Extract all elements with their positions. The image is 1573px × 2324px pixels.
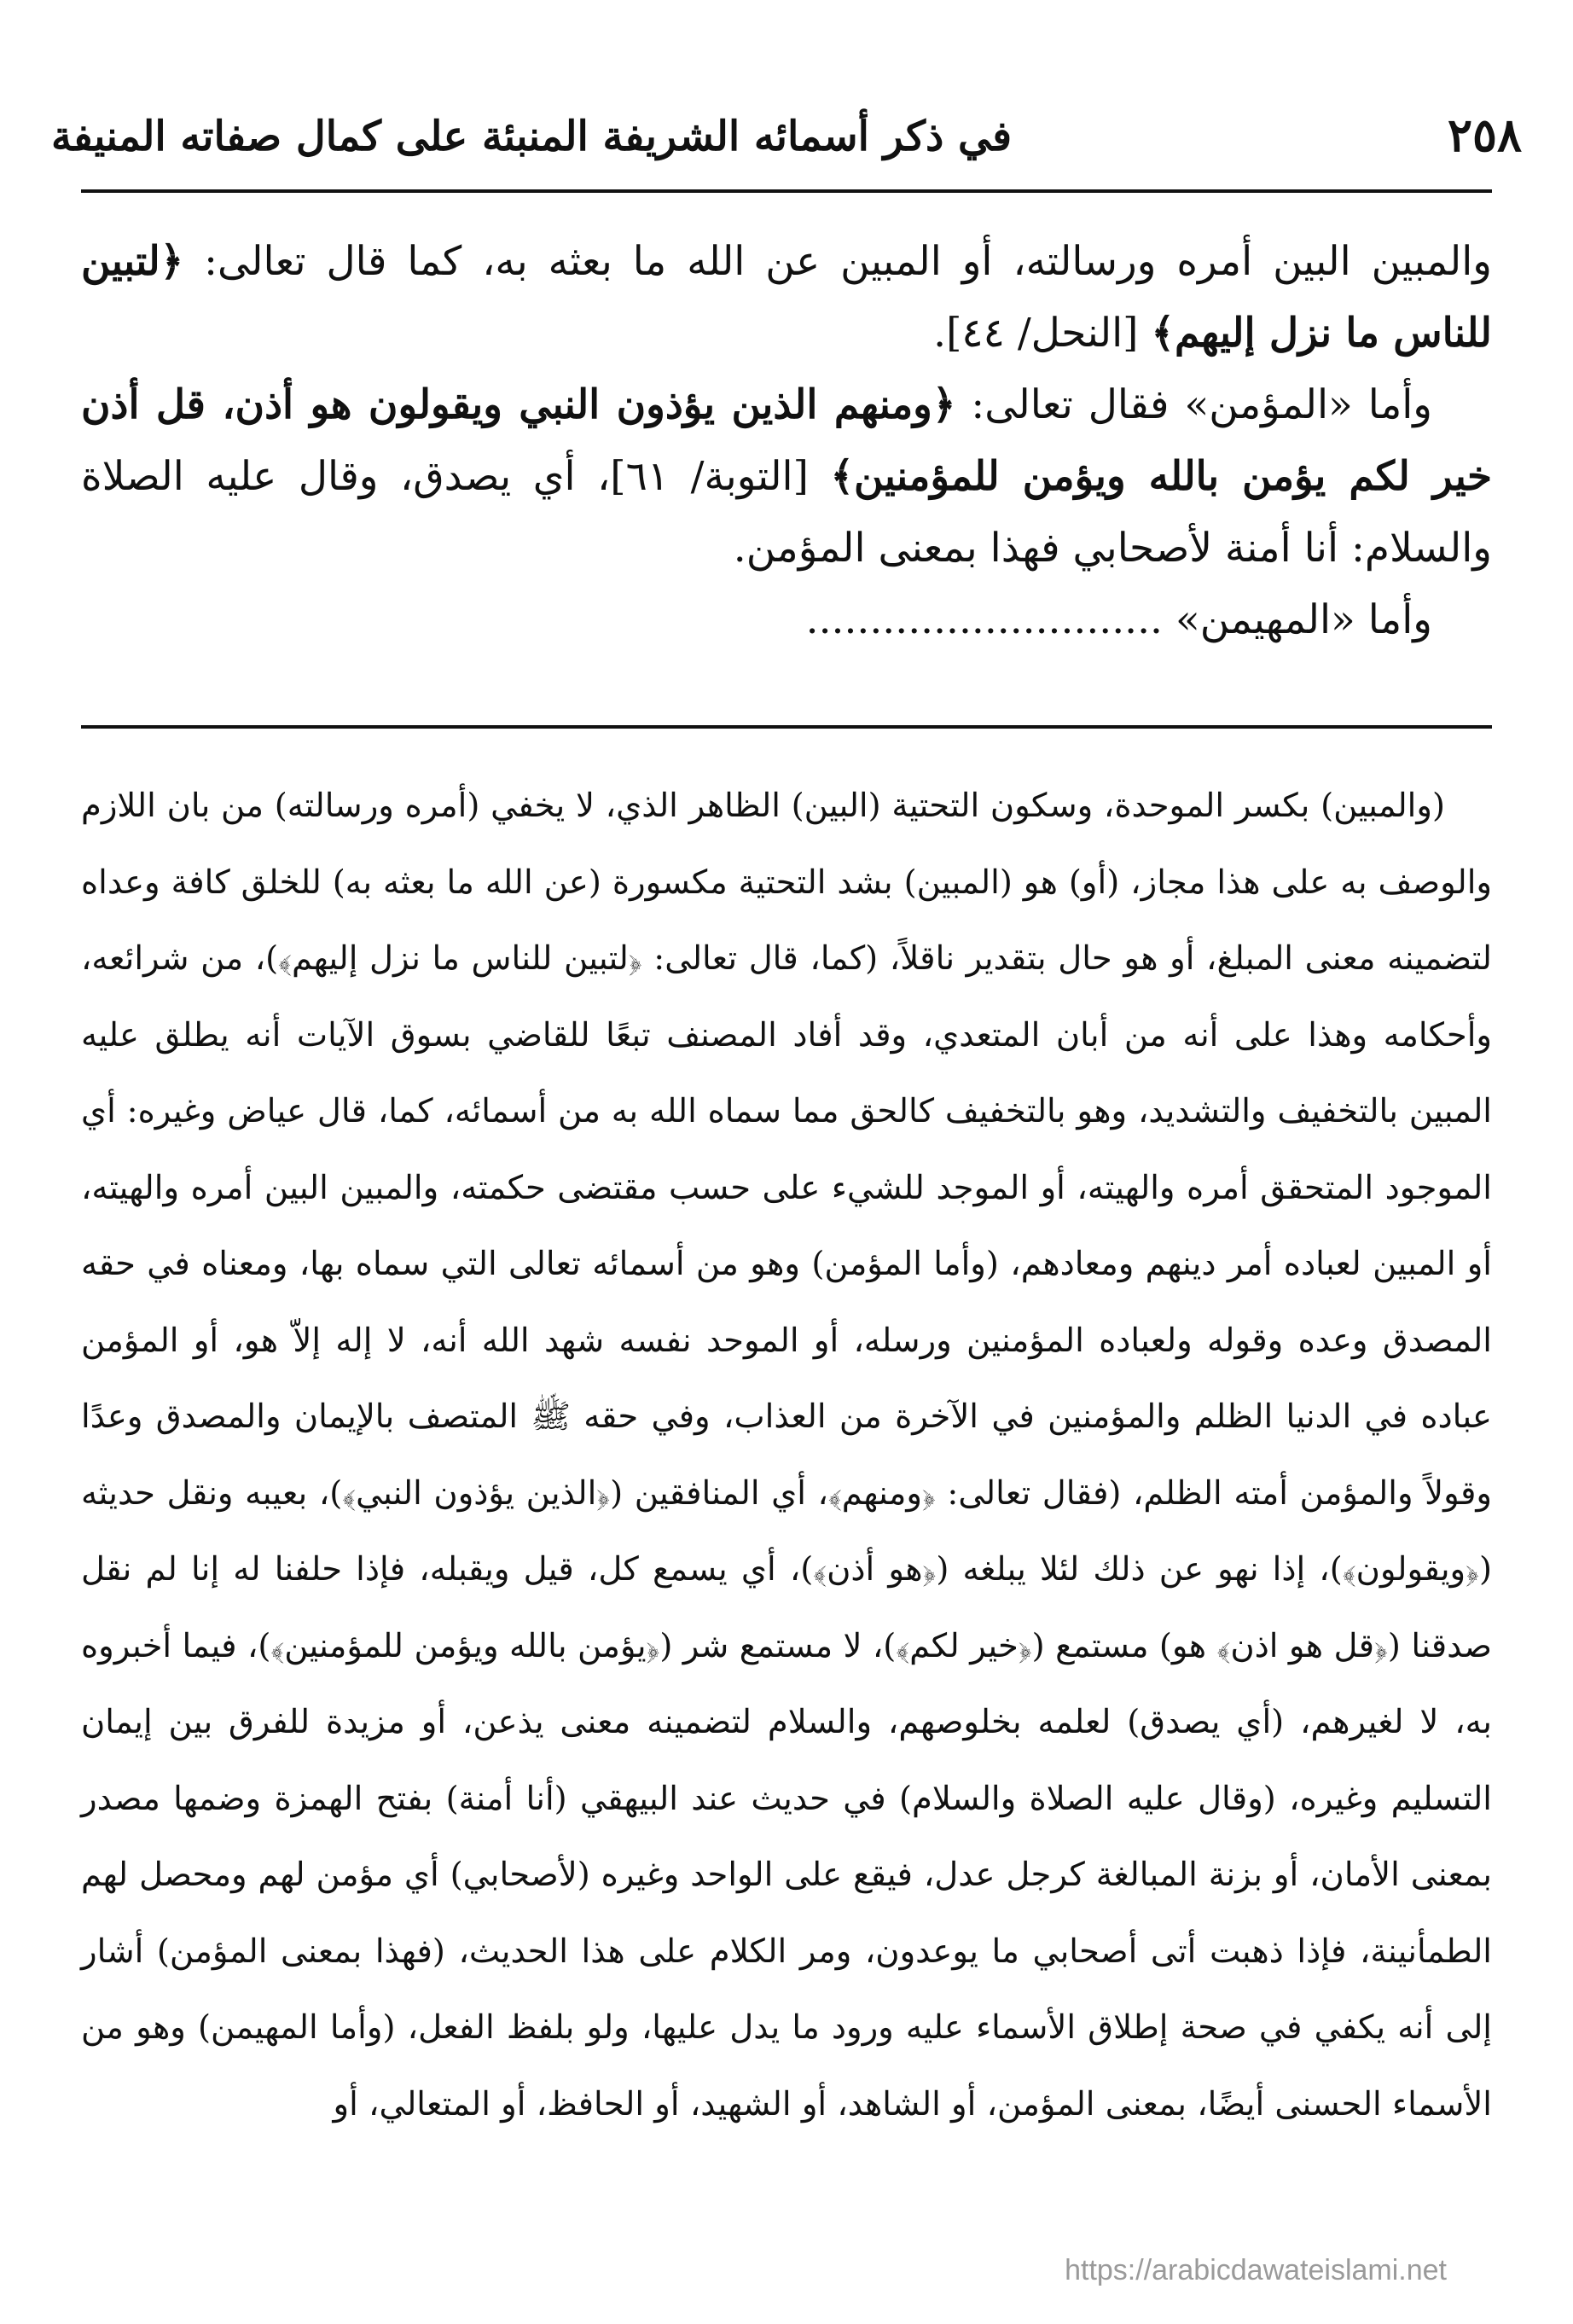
- commentary-separator-rule: [81, 725, 1492, 729]
- page-number: ٢٥٨: [1447, 107, 1522, 162]
- running-title: في ذكر أسمائه الشريفة المنبئة على كمال صفاته المنيفة: [51, 113, 1013, 160]
- watermark-url: https://arabicdawateislami.net: [1065, 2254, 1447, 2286]
- main-text: [81, 226, 1492, 656]
- main-text-run: والمبين البين أمره ورسالته، أو المبين عن الله ما بعثه به، كما قال تعالى:: [183, 238, 1492, 285]
- commentary-paragraph: (والمبين) بكسر الموحدة، وسكون التحتية (البين) الظاهر الذي، لا يخفي (أمره ورسالته) من بان اللازم والوصف به على هذا مجاز، (أو) هو (المبين) بشد التحتية مكسورة (عن الله ما بعثه به) للخلق كافة وعداه لتضمينه معنى المبلغ، أو هو حال بتقدير ناقلاً، (كما، قال تعالى: ﴿لتبين للناس ما نزل إليهم﴾)، من شرائعه، وأحكامه وهذا على أنه من أبان المتعدي، وقد أفاد المصنف تبعًا للقاضي بسوق الآيات أنه يطلق عليه المبين بالتخفيف والتشديد، وهو بالتخفيف كالحق مما سماه الله به من أسمائه، كما، قال عياض وغيره: أي الموجود المتحقق أمره والهيته، أو الموجد للشيء على حسب مقتضى حكمته، والمبين البين أمره والهيته، أو المبين لعباده أمر دينهم ومعادهم، (وأما المؤمن) وهو من أسمائه تعالى التي سماه بها، ومعناه في حقه المصدق وعده وقوله ولعباده المؤمنين ورسله، أو الموحد نفسه شهد الله أنه، لا إله إلاّ هو، أو المؤمن عباده في الدنيا الظلم والمؤمنين في الآخرة من العذاب، وفي حقه ﷺ المتصف بالإيمان والمصدق وعدًا وقولاً والمؤمن أمته الظلم، (فقال تعالى: ﴿ومنهم﴾، أي المنافقين (﴿الذين يؤذون النبي﴾)، بعيبه ونقل حديثه (﴿ويقولون﴾)، إذا نهو عن ذلك لئلا يبلغه (﴿هو أذن﴾)، أي يسمع كل، قيل ويقبله، فإذا حلفنا له إنا لم نقل صدقنا (﴿قل هو اذن﴾ هو) مستمع (﴿خير لكم﴾)، لا مستمع شر (﴿يؤمن بالله ويؤمن للمؤمنين﴾)، فيما أخبروه به، لا لغيرهم، (أي يصدق) لعلمه بخلوصهم، والسلام لتضمينه معنى يذعن، أو مزيدة للفرق بين إيمان التسليم وغيره، (وقال عليه الصلاة والسلام) في حديث عند البيهقي (أنا أمنة) بفتح الهمزة وضمها مصدر بمعنى الأمان، أو بزنة المبالغة كرجل عدل، فيقع على الواحد وغيره (لأصحابي) أي مؤمن لهم ومحصل لهم الطمأنينة، فإذا ذهبت أتى أصحابي ما يوعدون، ومر الكلام على هذا الحديث، (فهذا بمعنى المؤمن) أشار إلى أنه يكفي في صحة إطلاق الأسماء عليه ورود ما يدل عليها، ولو بلفظ الفعل، (وأما المهيمن) وهو من الأسماء الحسنى أيضًا، بمعنى المؤمن، أو الشاهد، أو الشهيد، أو الحافظ، أو المتعالي، أو: [81, 787, 1492, 2124]
- verse-reference: [التوبة/ ٦١]، أي يصدق، وقال عليه الصلاة والسلام: أنا أمنة لأصحابي فهذا بمعنى المؤمن.: [81, 453, 1492, 572]
- main-text-run: وأما «المؤمن» فقال تعالى:: [955, 381, 1432, 428]
- verse-reference: [النحل/ ٤٤].: [933, 310, 1152, 357]
- quran-verse: ﴿لتبين للناس ما نزل إليهم﴾: [81, 238, 1492, 357]
- header-rule: [81, 189, 1492, 193]
- commentary-text: [81, 768, 1492, 2142]
- quran-verse: ﴿ومنهم الذين يؤذون النبي ويقولون هو أذن، قل أذن خير لكم يؤمن بالله ويؤمن للمؤمنين﴾: [81, 381, 1492, 500]
- main-paragraph-2: [81, 369, 1492, 584]
- main-text-run: وأما «المهيمن»: [1163, 596, 1432, 643]
- main-paragraph-1: [81, 226, 1492, 369]
- main-paragraph-3: [81, 584, 1492, 656]
- page-header: [51, 101, 1522, 186]
- ellipsis-dots: ............................: [805, 596, 1163, 643]
